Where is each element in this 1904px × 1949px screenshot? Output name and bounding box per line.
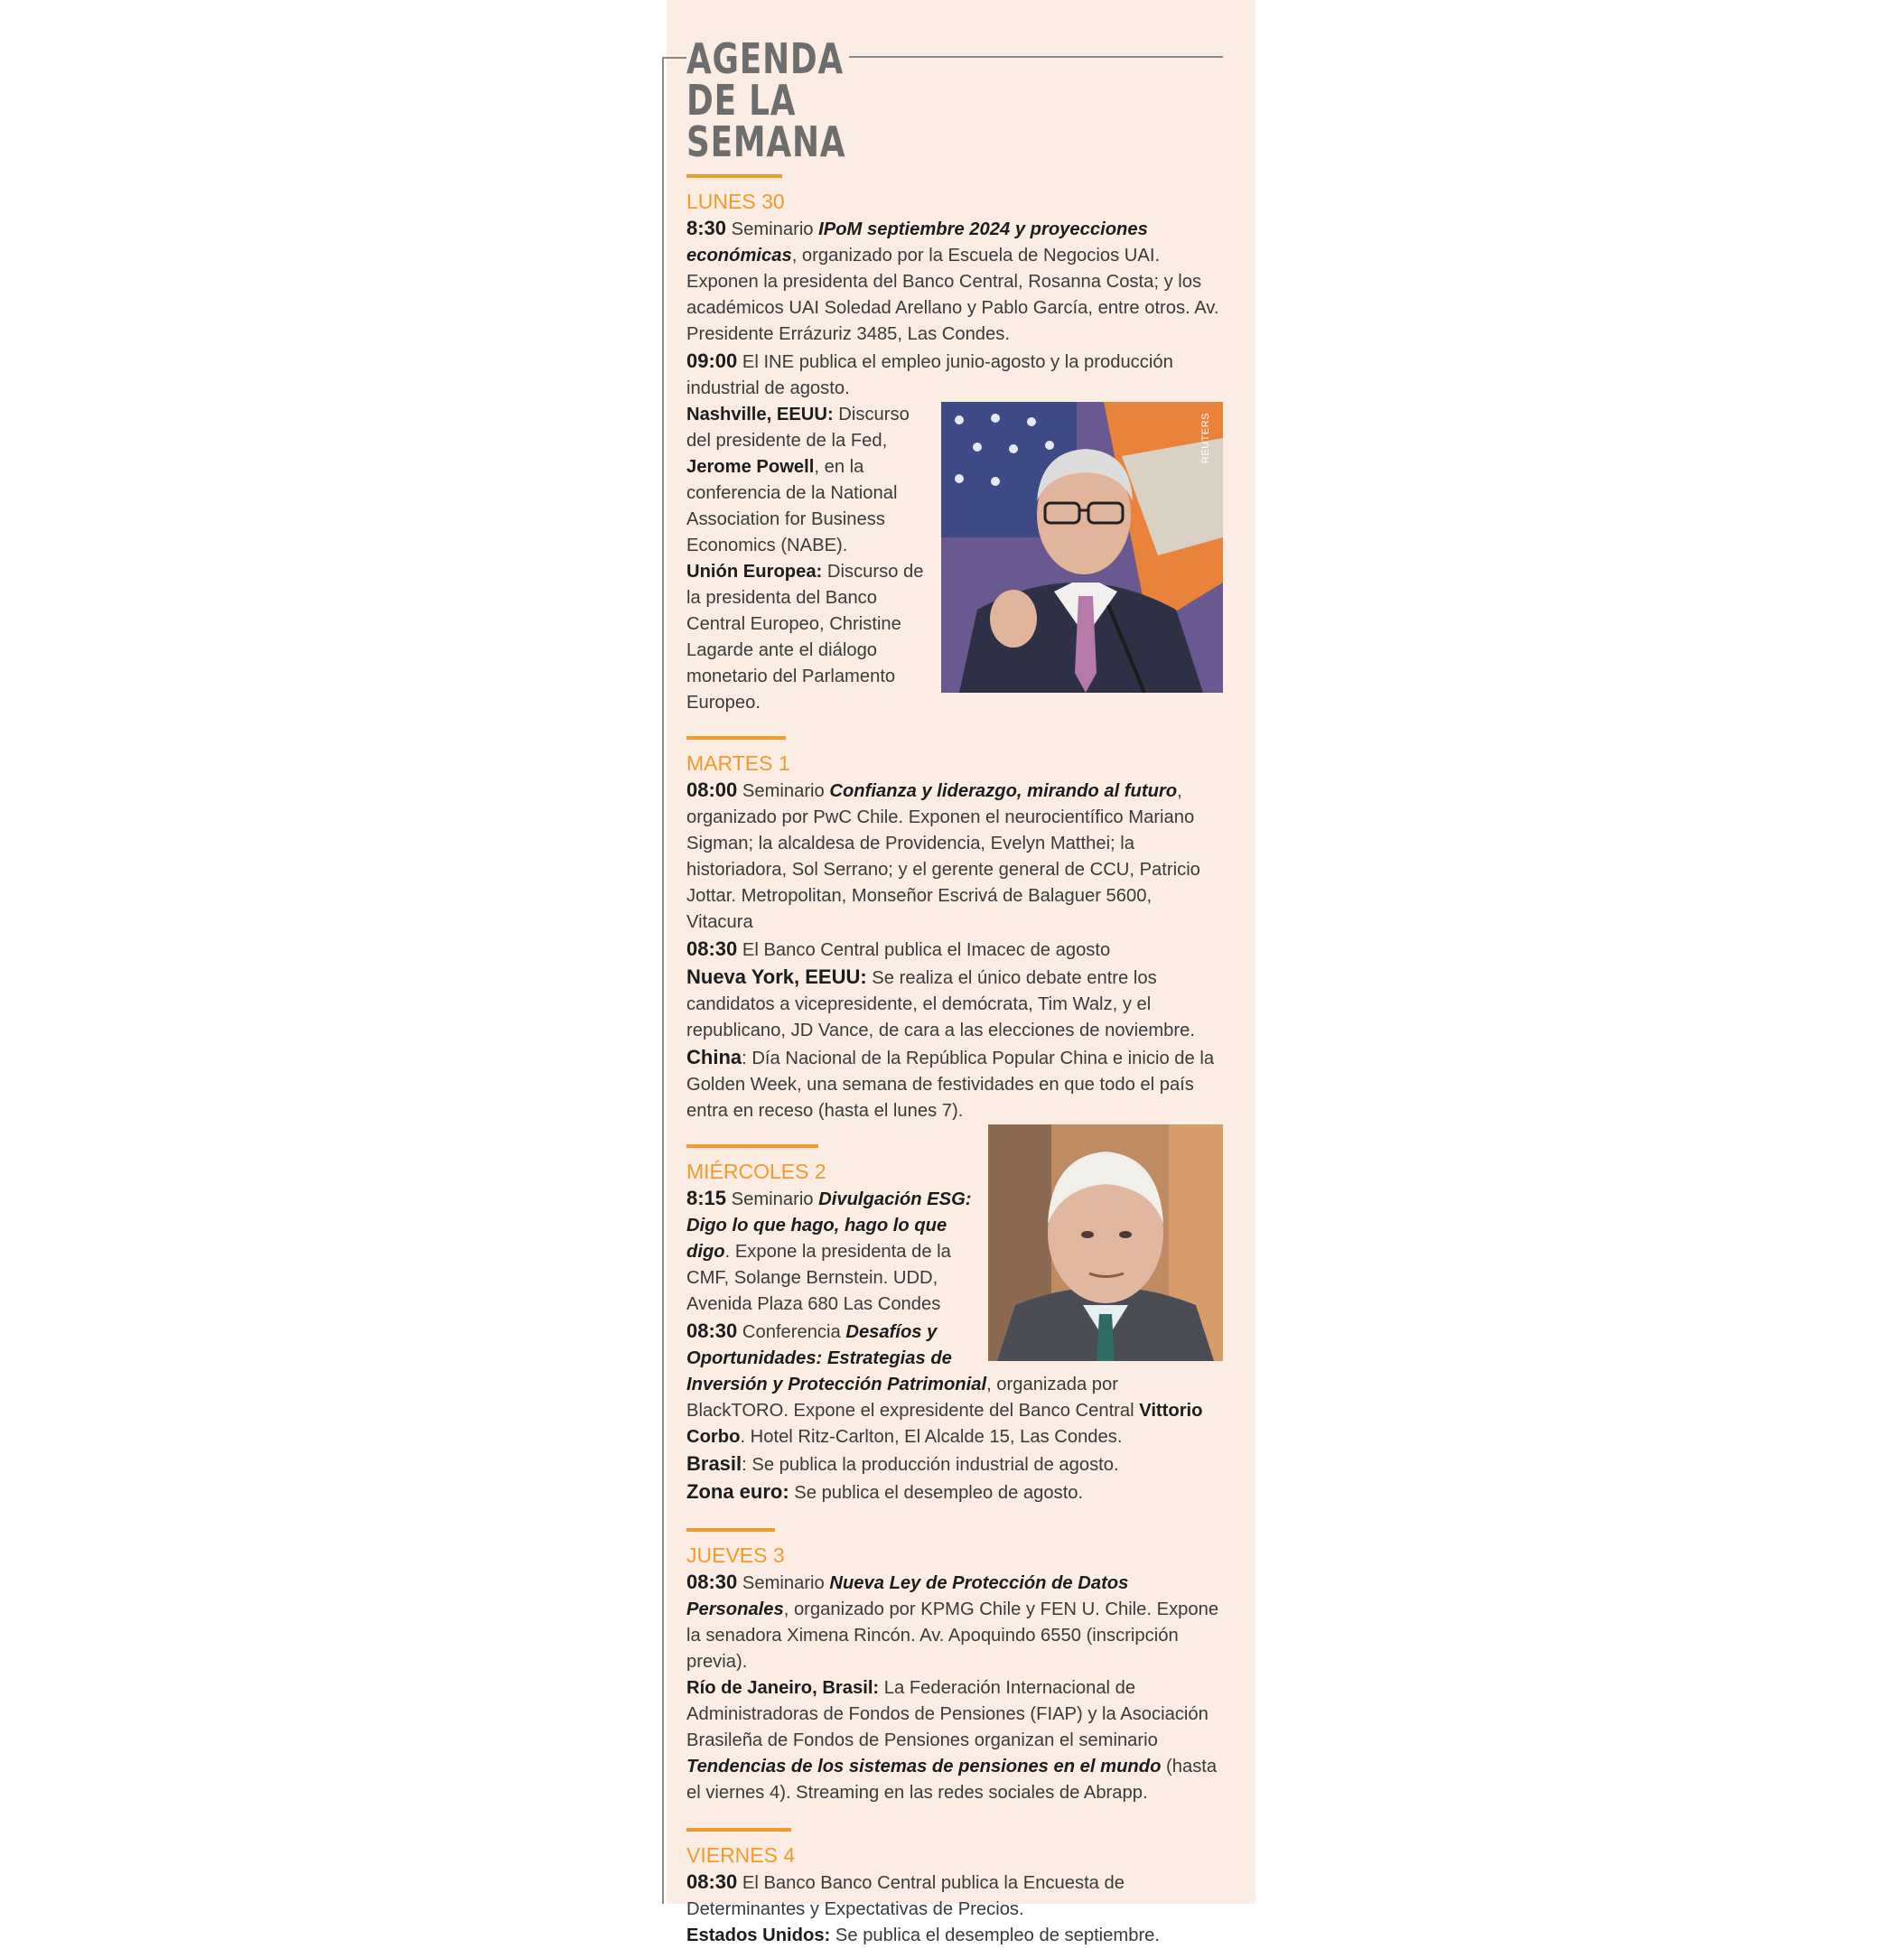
title-line-3: SEMANA [686, 117, 846, 166]
event-entry: 08:00 Seminario Confianza y liderazgo, mirando al futuro, organizado por PwC Chile. Exponen el neurocientífico Mariano Sigman; la alcaldesa de Providencia, Evelyn Matthei; la historiadora, Sol Serrano; y el gerente general de CCU, Patricio Jottar. Metropolitan, Monseñor Escrivá de Balaguer 5600, Vitacura [686, 779, 1200, 932]
day-heading: MARTES 1 [686, 751, 790, 775]
event-time: 08:00 [686, 779, 738, 801]
photo-credit: REUTERS [1200, 413, 1211, 464]
event-entry: China: Día Nacional de la República Popular China e inicio de la Golden Week, una semana de festividades en que todo el país entra en receso (hasta el lunes 7). [686, 1046, 1215, 1121]
event-title: Divulgación ESG: Digo lo que hago, hago lo que digo [686, 1189, 972, 1262]
event-time: 08:30 [686, 1870, 738, 1893]
event-entry: 8:15 Seminario Divulgación ESG: Digo lo que hago, hago lo que digo. Expone la presidenta de la CMF, Solange Bernstein. UDD, Avenida Plaza 680 Las Condes [686, 1187, 972, 1314]
section-divider [686, 1528, 775, 1532]
event-title: Confianza y liderazgo, mirando al futuro [829, 781, 1178, 801]
day-heading: JUEVES 3 [686, 1543, 785, 1567]
frame-line-vertical [662, 57, 664, 1904]
event-entry: Estados Unidos: Se publica el desempleo de septiembre. [686, 1926, 1160, 1945]
section-thursday [686, 1528, 1223, 1806]
section-monday [686, 174, 1223, 716]
frame-line-left [662, 57, 686, 59]
event-title: IPoM septiembre 2024 y proyecciones económicas [686, 219, 1148, 266]
event-entry: Brasil: Se publica la producción industrial de agosto. [686, 1452, 1119, 1475]
event-entry: 08:30 El Banco Banco Central publica la Encuesta de Determinantes y Expectativas de Precios. [686, 1870, 1125, 1919]
section-divider [686, 174, 782, 178]
frame-line-top [849, 56, 1223, 58]
event-entry: Nashville, EEUU: Discurso del presidente de la Fed, Jerome Powell, en la conferencia de la National Association for Business Economics (NABE). [686, 405, 910, 555]
event-place: Nueva York, EEUU: [686, 965, 867, 988]
vittorio-corbo-photo [988, 1124, 1223, 1361]
jerome-powell-photo [941, 402, 1223, 693]
day-heading: LUNES 30 [686, 190, 785, 213]
portrait-image [988, 1124, 1223, 1361]
section-divider [686, 736, 786, 740]
event-place: China [686, 1046, 742, 1068]
event-place: Nashville, EEUU: [686, 405, 834, 424]
portrait-image [941, 402, 1223, 693]
day-heading: MIÉRCOLES 2 [686, 1160, 826, 1183]
event-entry: Unión Europea: Discurso de la presidenta del Banco Central Europeo, Christine Lagarde ante el diálogo monetario del Parlamento Europeo. [686, 562, 924, 713]
section-divider [686, 1828, 791, 1832]
section-wednesday [686, 1144, 1223, 1506]
section-tuesday [686, 736, 1223, 1124]
event-title: Nueva Ley de Protección de Datos Personales [686, 1573, 1129, 1619]
event-time: 08:30 [686, 1320, 738, 1342]
event-entry: 09:00 El INE publica el empleo junio-agosto y la producción industrial de agosto. [686, 350, 1173, 398]
event-entry: 08:30 El Banco Central publica el Imacec de agosto [686, 937, 1111, 960]
event-place: Zona euro: [686, 1480, 789, 1503]
event-time: 08:30 [686, 937, 738, 960]
event-time: 8:15 [686, 1187, 727, 1209]
event-entry: 8:30 Seminario IPoM septiembre 2024 y proyecciones económicas, organizado por la Escuela de Negocios UAI. Exponen la presidenta del Banco Central, Rosanna Costa; y los académicos UAI Soledad Arellano y Pablo García, entre otros. Av. Presidente Errázuriz 3485, Las Condes. [686, 217, 1219, 344]
event-place: Unión Europea: [686, 562, 823, 582]
event-place: Río de Janeiro, Brasil: [686, 1678, 880, 1698]
title-line-2: DE LA [686, 76, 797, 125]
event-entry: 08:30 Conferencia Desafíos y Oportunidades: Estrategias de Inversión y Protección Patrimonial, organizada por BlackTORO. Expone el expresidente del Banco Central Vittorio Corbo. Hotel Ritz-Carlton, El Alcalde 15, Las Condes. [686, 1320, 1203, 1447]
event-entry: Zona euro: Se publica el desempleo de agosto. [686, 1480, 1084, 1503]
day-heading: VIERNES 4 [686, 1843, 796, 1867]
section-divider [686, 1144, 818, 1148]
event-place: Estados Unidos: [686, 1926, 831, 1945]
page-title [686, 34, 846, 166]
event-entry: 08:30 Seminario Nueva Ley de Protección de Datos Personales, organizado por KPMG Chile y FEN U. Chile. Expone la senadora Ximena Rincón. Av. Apoquindo 6550 (inscripción previa). [686, 1571, 1219, 1672]
event-place: Brasil [686, 1452, 742, 1475]
event-title: Desafíos y Oportunidades: Estrategias de Inversión y Protección Patrimonial [686, 1322, 987, 1394]
event-entry: Río de Janeiro, Brasil: La Federación Internacional de Administradoras de Fondos de Pensiones (FIAP) y la Asociación Brasileña de Fondos de Pensiones organizan el seminario Tendencias de los sistemas de pensiones en el mundo (hasta el viernes 4). Streaming en las redes sociales de Abrapp. [686, 1678, 1218, 1803]
event-time: 08:30 [686, 1571, 738, 1593]
event-title: Tendencias de los sistemas de pensiones en el mundo [686, 1757, 1162, 1776]
event-entry: Nueva York, EEUU: Se realiza el único debate entre los candidatos a vicepresidente, el demócrata, Tim Walz, y el republicano, JD Vance, de cara a las elecciones de noviembre. [686, 965, 1195, 1040]
event-time: 09:00 [686, 350, 738, 372]
event-time: 8:30 [686, 217, 727, 239]
section-friday [686, 1828, 1223, 1949]
title-line-1: AGENDA [686, 34, 844, 83]
agenda-content [686, 174, 1223, 1949]
